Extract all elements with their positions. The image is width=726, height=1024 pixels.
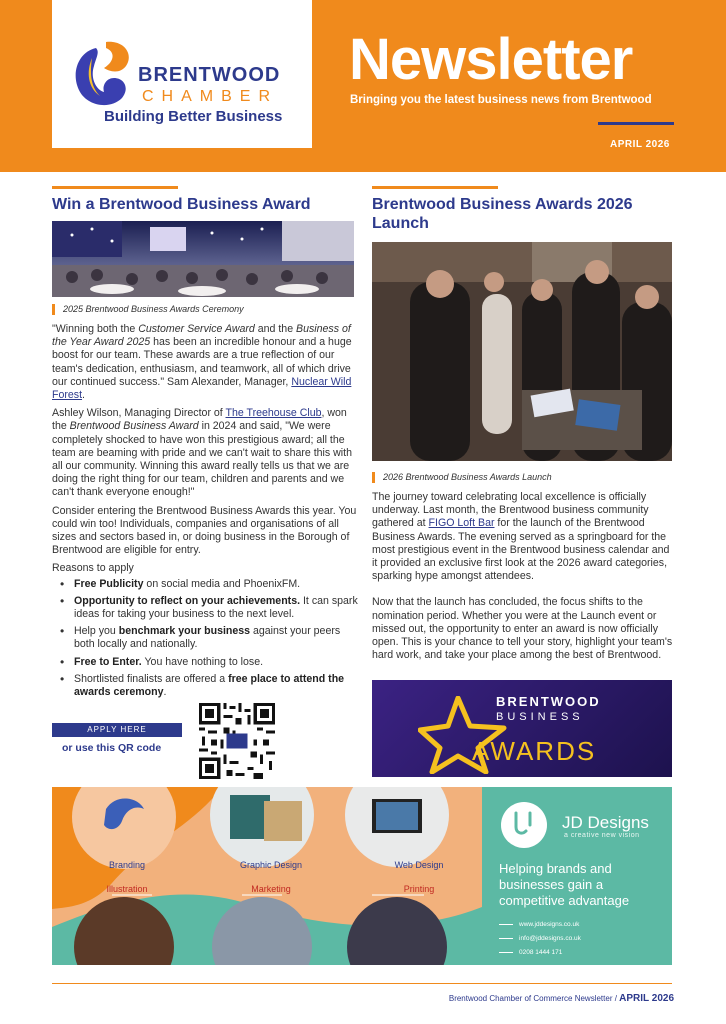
reason-bold: Opportunity to reflect on your achievements.: [74, 594, 301, 607]
footer-text: Brentwood Chamber of Commerce Newsletter /: [448, 994, 620, 1003]
qr-instruction: or use this QR code: [62, 742, 162, 754]
left-title-rule: [52, 186, 178, 189]
issue-date: APRIL 2026: [610, 139, 670, 150]
launch-text-post: for the launch of the Brentwood Business Awards. The evening served as a springboard for the most prestigious event in the Brentwood business calendar and it provided an exclusive first look at the 2026 award categories, sparking hype amongst attendees.: [372, 517, 670, 583]
quote-2-text: Ashley Wilson, Managing Director of: [52, 407, 226, 420]
left-section-title: Win a Brentwood Business Award: [52, 196, 311, 213]
advert-illustration: [52, 787, 482, 965]
quote-2-text-post: in 2024 and said, "We were completely shocked to have won this prestigious award; all the team are beaming with pride and we can't wait to share this with all our community. Winning this award really tells us that we are doing the right thing for our team, children and parents and we can't thank everyone enough!": [52, 420, 352, 499]
service-web-design: Web Design: [394, 860, 444, 870]
jd-designs-name: JD Designs: [562, 813, 649, 832]
jd-email[interactable]: [499, 935, 581, 942]
launch-paragraph: [372, 491, 674, 583]
jd-designs-tagline: a creative new vision: [564, 832, 640, 839]
quote-2-award: Brentwood Business Award: [69, 420, 199, 433]
awards-ceremony-illustration: [52, 221, 354, 297]
list-item: [52, 673, 358, 699]
left-article-body: [52, 323, 358, 703]
reason-bold: Free to Enter.: [74, 655, 142, 668]
reason-bold: Free Publicity: [74, 577, 144, 590]
newsletter-header: [0, 0, 726, 172]
reasons-heading: Reasons to apply: [52, 562, 134, 575]
quote-1-text-mid: and the: [254, 323, 297, 335]
nomination-paragraph: Now that the launch has concluded, the focus shifts to the nomination period. Whether you were at the Launch event or missed out, the opportunity to enter an award is now officially open. This is your chance to tell your story, highlight your team's hard work, and take your place among the best of Brentwood.: [372, 596, 673, 662]
figo-loft-bar-link[interactable]: FIGO Loft Bar: [428, 517, 495, 530]
chamber-logo-mark-icon: [66, 38, 140, 112]
reason-bold: free place to attend the awards ceremony: [74, 672, 345, 699]
reason-text: on social media and PhoenixFM.: [143, 577, 301, 590]
right-title-rule: [372, 186, 498, 189]
reason-text: Shortlisted finalists are offered a: [74, 672, 229, 685]
footer-date: APRIL 2026: [619, 993, 674, 1004]
right-photo-caption: 2026 Brentwood Business Awards Launch: [372, 472, 552, 483]
logo-tagline: Building Better Business: [104, 108, 283, 125]
jd-phone[interactable]: [499, 949, 562, 956]
jd-designs-headline: Helping brands and businesses gain a competitive advantage: [499, 861, 630, 908]
header-divider: [598, 122, 674, 125]
jd-designs-advert[interactable]: [52, 787, 672, 965]
reason-text: .: [163, 686, 167, 699]
service-marketing: Marketing: [251, 884, 291, 894]
awards-logo-line-1: BRENTWOOD: [496, 694, 601, 709]
newsletter-subtitle: Bringing you the latest business news from Brentwood: [350, 94, 652, 106]
quote-2-text-mid: , won the: [52, 407, 347, 433]
launch-event-illustration: [372, 242, 672, 461]
service-illustration: Illustration: [106, 884, 148, 894]
service-branding: Branding: [108, 860, 146, 870]
reason-text: Help you: [74, 625, 119, 638]
reason-text: It can spark ideas for taking your business to the next level.: [74, 594, 358, 621]
quote-1-text: "Winning both the: [52, 323, 139, 335]
launch-event-photo: [372, 242, 672, 461]
page-footer: [449, 993, 674, 1004]
jd-designs-logo-icon: [500, 801, 548, 849]
qr-code-icon[interactable]: [199, 703, 275, 779]
reason-text: against your peers both locally and nationally.: [74, 625, 341, 651]
entry-invitation: Consider entering the Brentwood Business Awards this year. You could win too! Individuals, companies and organisations of all sizes and sectors based in, or doing business in the Borough of Brentwood are eligible for entry.: [52, 504, 357, 557]
quote-1-award-2: Business of the Year Award 2025: [52, 323, 351, 349]
jd-website[interactable]: [499, 921, 579, 928]
treehouse-club-link[interactable]: The Treehouse Club: [225, 407, 322, 420]
service-graphic-design: Graphic Design: [239, 860, 303, 870]
list-item: [52, 595, 358, 621]
right-section-title: Brentwood Business Awards 2026 Launch: [372, 196, 633, 232]
quote-nuclear-wild-forest: [52, 323, 358, 402]
quote-1-award-1: Customer Service Award: [138, 323, 255, 335]
awards-logo-line-3: AWARDS: [472, 736, 597, 766]
awards-logo-line-2: BUSINESS: [496, 711, 584, 723]
logo-sub: CHAMBER: [142, 88, 279, 105]
list-item: [52, 625, 358, 651]
reason-bold: benchmark your business: [118, 625, 251, 638]
logo-name: BRENTWOOD: [138, 64, 281, 86]
brentwood-business-awards-logo: [372, 680, 672, 777]
jd-phone-text: 0208 1444 171: [519, 949, 563, 956]
reason-text: You have nothing to lose.: [141, 655, 264, 668]
left-photo-caption: 2025 Brentwood Business Awards Ceremony: [52, 304, 244, 315]
quote-1-text-post: has been an incredible honour and a huge boost for our team. These awards are a true reflection of our team's dedication, enthusiasm, and teamwork, all of which drive our continued success." Sam Alexander, Manager,: [52, 336, 352, 388]
newsletter-title: Newsletter: [349, 27, 633, 92]
service-printing: Printing: [403, 884, 435, 894]
list-item: [52, 578, 358, 591]
nuclear-wild-forest-link[interactable]: Nuclear Wild Forest: [52, 375, 352, 402]
quote-treehouse-club: [52, 407, 358, 499]
reasons-list: [52, 578, 358, 700]
quote-1-end: .: [82, 389, 85, 402]
jd-website-text: www.jddesigns.co.uk: [519, 921, 580, 928]
launch-text: The journey toward celebrating local excellence is officially underway. Last month, the Brentwood business community gathered at: [372, 491, 649, 530]
jd-email-text: info@jddesigns.co.uk: [519, 935, 581, 942]
list-item: [52, 656, 358, 669]
awards-ceremony-photo: [52, 221, 354, 297]
chamber-logo[interactable]: [52, 0, 312, 148]
footer-divider: [52, 983, 672, 984]
right-article-body: [372, 491, 674, 667]
apply-here-button[interactable]: APPLY HERE: [52, 723, 182, 737]
